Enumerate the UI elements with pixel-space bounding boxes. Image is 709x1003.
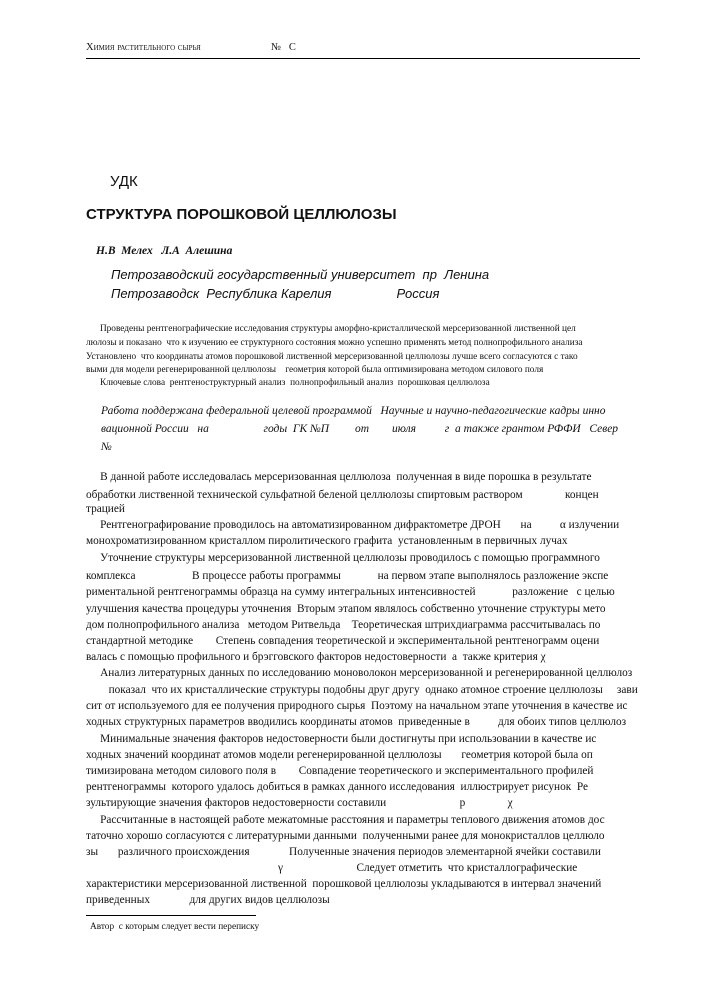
keywords-line: Ключевые слова рентгеноструктурный анализ полнопрофильный анализ порошковая целлюлоза [86, 378, 490, 388]
body-line: монохроматизированном кристаллом пиролитического графита установленным в первичных лучах [86, 535, 568, 547]
body-line: приведенных для других видов целлюлозы [86, 894, 330, 906]
footnote: Автор с которым следует вести переписку [90, 922, 260, 932]
body-line: Рентгенографирование проводилось на автоматизированном дифрактометре ДРОН на α излучении [86, 519, 620, 531]
abstract-line: выми для модели регенерированной целлюлозы геометрия которой была оптимизирована методом силового поля [86, 365, 544, 375]
journal-name: Химия растительного сырья [86, 42, 201, 53]
body-line: комплекса В процессе работы программы на первом этапе выполнялось разложение экспе [86, 570, 609, 582]
abstract-line: Установлено что координаты атомов порошковой лиственной мерсеризованной целлюлозы лучше всего согласуются с тако [86, 352, 578, 362]
header-rule [86, 58, 640, 59]
issue-marker: № С [271, 42, 296, 53]
body-line: рентгенограммы которого удалось добиться в рамках данного исследования иллюстрирует рисунок Ре [86, 781, 589, 793]
funding-line: № [101, 441, 112, 453]
body-line: риментальной рентгенограммы образца на сумму интегральных интенсивностей разложение с целью [86, 586, 615, 598]
body-line: стандартной методике Степень совпадения теоретической и экспериментальной рентгенограмм оцени [86, 635, 600, 647]
body-line: ходных структурных параметров вводились координаты атомов приведенные в для обоих типов целлюлоз [86, 716, 627, 728]
body-line: Минимальные значения факторов недостоверности были достигнуты при использовании в качестве ис [86, 733, 597, 745]
body-line: показал что их кристаллические структуры подобны друг другу однако атомное строение целлюлозы зави [86, 684, 638, 696]
affiliation-line: Петрозаводск Республика Карелия Россия [111, 286, 440, 301]
body-line: характеристики мерсеризованной лиственной порошковой целлюлозы укладываются в интервал значений [86, 878, 602, 890]
footnote-rule [86, 915, 256, 916]
body-line: Анализ литературных данных по исследованию моноволокон мерсеризованной и регенерированной целлюлоз [86, 667, 633, 679]
body-line: сит от используемого для ее получения природного сырья Поэтому на начальном этапе уточнения в качестве ис [86, 700, 628, 712]
body-line: таточно хорошо согласуются с литературными данными полученными ранее для монокристаллов целлюло [86, 830, 605, 842]
body-line: В данной работе исследовалась мерсеризованная целлюлоза полученная в виде порошка в результате [86, 471, 592, 483]
authors: Н.В Мелех Л.А Алешина [96, 245, 233, 257]
body-line: улучшения качества процедуры уточнения Вторым этапом являлось собственно уточнение структуры мето [86, 603, 606, 615]
article-title: СТРУКТУРА ПОРОШКОВОЙ ЦЕЛЛЮЛОЗЫ [86, 206, 397, 223]
body-line: обработки лиственной технической сульфатной беленой целлюлозы спиртовым раствором концен [86, 489, 599, 501]
body-line: тимизирована методом силового поля в Совпадение теоретического и экспериментального профилей [86, 765, 594, 777]
funding-line: вационной России на годы ГК №П от июля г а также грантом РФФИ Север [101, 423, 619, 435]
body-line: Рассчитанные в настоящей работе межатомные расстояния и параметры теплового движения атомов дос [86, 814, 605, 826]
body-line: валась с помощью профильного и брэгговского факторов недостоверности а также критерия χ [86, 651, 546, 663]
body-line: зультирующие значения факторов недостоверности составили р χ [86, 797, 513, 809]
udk-label: УДК [110, 173, 138, 190]
funding-line: Работа поддержана федеральной целевой программой Научные и научно-педагогические кадры инно [101, 405, 606, 417]
abstract-line: люлозы и показано что к изучению ее структурного состояния можно успешно применять метод полнопрофильного анализа [86, 338, 583, 348]
body-line: γ Следует отметить что кристаллографические [86, 862, 578, 874]
abstract-line: Проведены рентгенографические исследования структуры аморфно-кристаллической мерсеризованной лиственной цел [86, 324, 576, 334]
body-line: зы различного происхождения Полученные значения периодов элементарной ячейки составили [86, 846, 601, 858]
body-line: трацией [86, 503, 125, 515]
body-line: ходных значений координат атомов модели регенерированной целлюлозы геометрия которой была оп [86, 749, 593, 761]
affiliation-line: Петрозаводский государственный университет пр Ленина [111, 267, 490, 282]
body-line: Уточнение структуры мерсеризованной лиственной целлюлозы проводилось с помощью программного [86, 552, 600, 564]
body-line: дом полнопрофильного анализа методом Ритвельда Теоретическая штрихдиаграмма рассчитывалась по [86, 619, 601, 631]
